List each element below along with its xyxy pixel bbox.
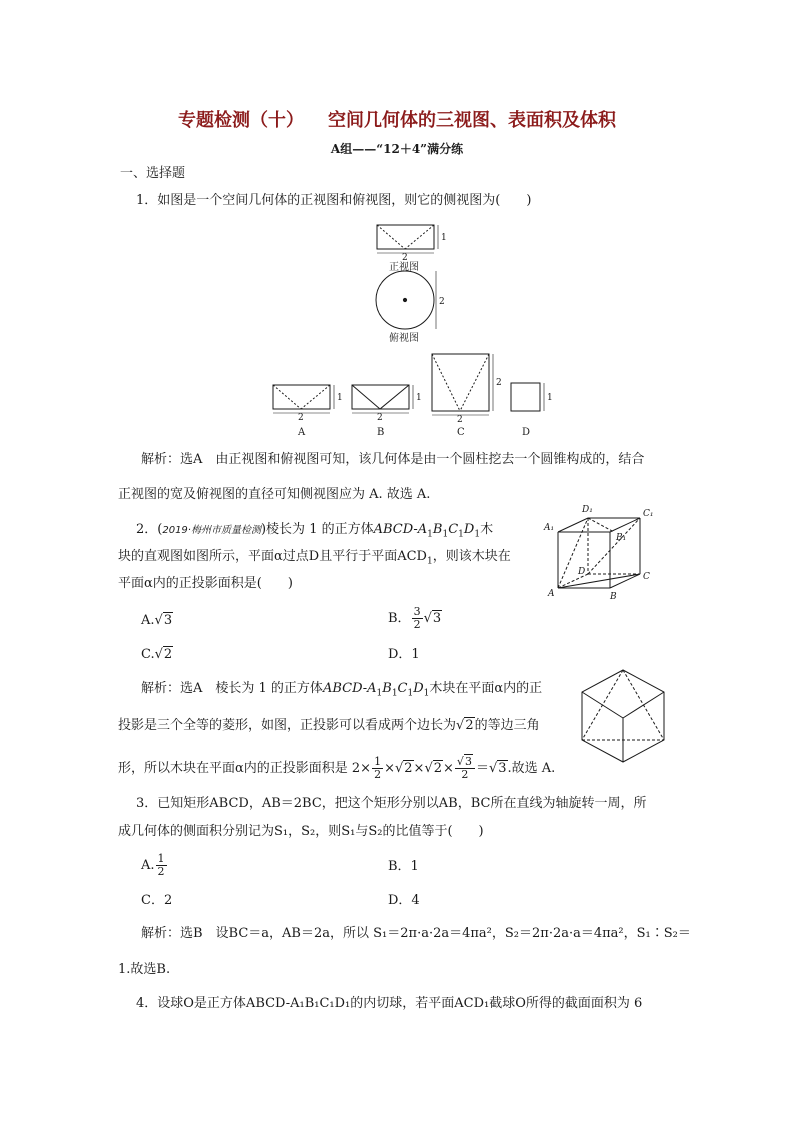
q2-stem-line2-end: ，则该木块在 xyxy=(432,549,511,564)
q1-figures xyxy=(0,0,794,440)
q2-option-b-num: 3 xyxy=(413,605,421,618)
q2-option-b: B． $\frac{3}{2}$ √3 xyxy=(388,605,442,631)
q3-analysis-line2: 1.故选B. xyxy=(118,962,171,977)
option-b-width-label: 2 xyxy=(377,413,383,423)
cube-label-c: C xyxy=(643,572,650,582)
cube-label-a1: A₁ xyxy=(544,523,555,533)
q3-option-a-den: 2 xyxy=(157,865,165,878)
q2-option-a-value: 3 xyxy=(163,613,173,628)
top-view-diameter-label: 2 xyxy=(439,297,445,307)
q2-analysis-line2: 投影是三个全等的菱形，如图，正投影可以看成两个边长为√2的等边三角 xyxy=(118,718,540,733)
q2-analysis-2a: 投影是三个全等的菱形，如图，正投影可以看成两个边长为 xyxy=(118,718,457,733)
option-a-figure xyxy=(273,385,334,413)
q2-option-b-label: B． xyxy=(388,611,411,626)
q2-option-c-label: C. xyxy=(141,647,155,662)
cube-figure xyxy=(540,500,670,605)
option-d-height-label: 1 xyxy=(547,393,553,403)
q3-stem-line2: 成几何体的侧面积分别记为S₁，S₂，则S₁与S₂的比值等于( ) xyxy=(118,824,484,839)
q4-stem-line1: 4．设球O是正方体ABCD-A₁B₁C₁D₁的内切球，若平面ACD₁截球O所得的截面面积为 6 xyxy=(136,996,643,1011)
cube-label-b1: B₁ xyxy=(616,533,627,543)
q3-option-a-label: A. xyxy=(141,858,155,873)
q2-analysis-line1: 解析：选A 棱长为 1 的正方体ABCD-$A_1B_1C_1D_1$木块在平面α内的正 xyxy=(141,681,543,699)
q2-option-b-den: 2 xyxy=(413,618,421,631)
cube-label-a: A xyxy=(548,589,555,599)
option-a-width-label: 2 xyxy=(298,413,304,423)
q2-option-b-value: 3 xyxy=(432,611,442,626)
q2-stem-line2: 块的直观图如图所示，平面α过点D且平行于平面$ACD_1$，则该木块在 xyxy=(118,549,511,567)
q2-option-c: C.√2 xyxy=(141,647,173,662)
option-a-label: A xyxy=(298,427,306,438)
q2-number: 2．( xyxy=(136,522,163,537)
top-view-figure xyxy=(376,271,436,329)
q3-option-c: C．2 xyxy=(141,893,173,908)
q2-stem-line1: 2．(2019·梅州市质量检测)棱长为 1 的正方体ABCD-$A_1B_1C_1D_1$木 xyxy=(136,522,494,540)
q2-analysis-line3: 形，所以木块在平面α内的正投影面积是 2× $\frac{1}{2}$ ×√2×√2× $\frac{√3}{2}$ ＝√3.故选 A. xyxy=(118,755,556,781)
q2-option-a-label: A. xyxy=(141,613,155,628)
cube-label-d1: D₁ xyxy=(582,505,593,515)
projection-hexagon-figure xyxy=(578,666,670,766)
q2-source: 2019·梅州市质量检测 xyxy=(162,525,261,536)
option-c-label: C xyxy=(457,427,465,438)
front-view-height-label: 1 xyxy=(441,233,447,243)
option-d-label: D xyxy=(522,427,531,438)
q2-stem-line2-text: 块的直观图如图所示，平面α过点D且平行于平面ACD xyxy=(118,549,427,564)
q2-stem-line3: 平面α内的正投影面积是( ) xyxy=(118,576,293,591)
q2-stem-part: )棱长为 1 的正方体 xyxy=(260,522,374,537)
front-view-figure xyxy=(377,225,438,253)
section-label: 一、选择题 xyxy=(120,166,186,181)
q3-stem-line1: 3．已知矩形ABCD，AB＝2BC，把这个矩形分别以AB，BC所在直线为轴旋转一周，所 xyxy=(136,796,647,811)
cube-label-c1: C₁ xyxy=(643,509,654,519)
q2-cube-name: ABCD-A xyxy=(373,522,428,537)
title-left: 专题检测（十） xyxy=(178,110,304,131)
q2-analysis-sqrt2: 2 xyxy=(465,718,474,733)
option-c-figure xyxy=(432,354,493,415)
option-c-height-label: 2 xyxy=(496,378,502,388)
q2-analysis-1a: 解析：选A 棱长为 1 的正方体 xyxy=(141,681,323,696)
q3-option-d: D．4 xyxy=(388,893,420,908)
q1-analysis-line1: 解析：选A 由正视图和俯视图可知，该几何体是由一个圆柱挖去一个圆锥构成的，结合 xyxy=(141,452,645,467)
option-b-figure xyxy=(352,385,413,413)
option-a-height-label: 1 xyxy=(337,393,343,403)
q2-option-a: A.√3 xyxy=(141,613,173,628)
q2-wood: 木 xyxy=(480,522,494,537)
q2-option-c-value: 2 xyxy=(163,647,173,662)
title-right: 空间几何体的三视图、表面积及体积 xyxy=(328,110,616,131)
subtitle: A组——“12＋4”满分练 xyxy=(330,142,464,156)
q3-analysis-line1: 解析：选B 设BC＝a，AB＝2a，所以 S₁＝2π·a·2a＝4πa²，S₂＝2π·2a·a＝4πa²，S₁∶S₂＝ xyxy=(141,926,691,941)
q2-analysis-3-end: .故选 A. xyxy=(507,761,556,776)
q2-option-d: D．1 xyxy=(388,647,420,662)
q3-option-a-num: 1 xyxy=(157,852,165,865)
cube-label-b: B xyxy=(610,592,617,602)
q1-analysis-line2: 正视图的宽及俯视图的直径可知侧视图应为 A. 故选 A. xyxy=(118,487,431,502)
q2-analysis-2b: 的等边三角 xyxy=(474,718,540,733)
q2-analysis-3a: 形，所以木块在平面α内的正投影面积是 2× xyxy=(118,761,372,776)
q3-option-a xyxy=(141,853,168,878)
option-b-label: B xyxy=(377,427,385,438)
q3-option-b: B．1 xyxy=(388,859,419,874)
option-c-width-label: 2 xyxy=(457,415,463,425)
q1-stem: 1．如图是一个空间几何体的正视图和俯视图，则它的侧视图为( ) xyxy=(136,193,532,208)
q2-analysis-cube-name: ABCD-A xyxy=(322,681,377,696)
cube-label-d: D xyxy=(578,567,586,577)
front-view-label: 正视图 xyxy=(389,262,419,273)
top-view-label: 俯视图 xyxy=(389,333,419,344)
option-b-height-label: 1 xyxy=(416,393,422,403)
option-d-figure xyxy=(511,383,544,411)
q2-analysis-1b: 木块在平面α内的正 xyxy=(429,681,543,696)
front-view-width-label: 2 xyxy=(402,253,408,263)
